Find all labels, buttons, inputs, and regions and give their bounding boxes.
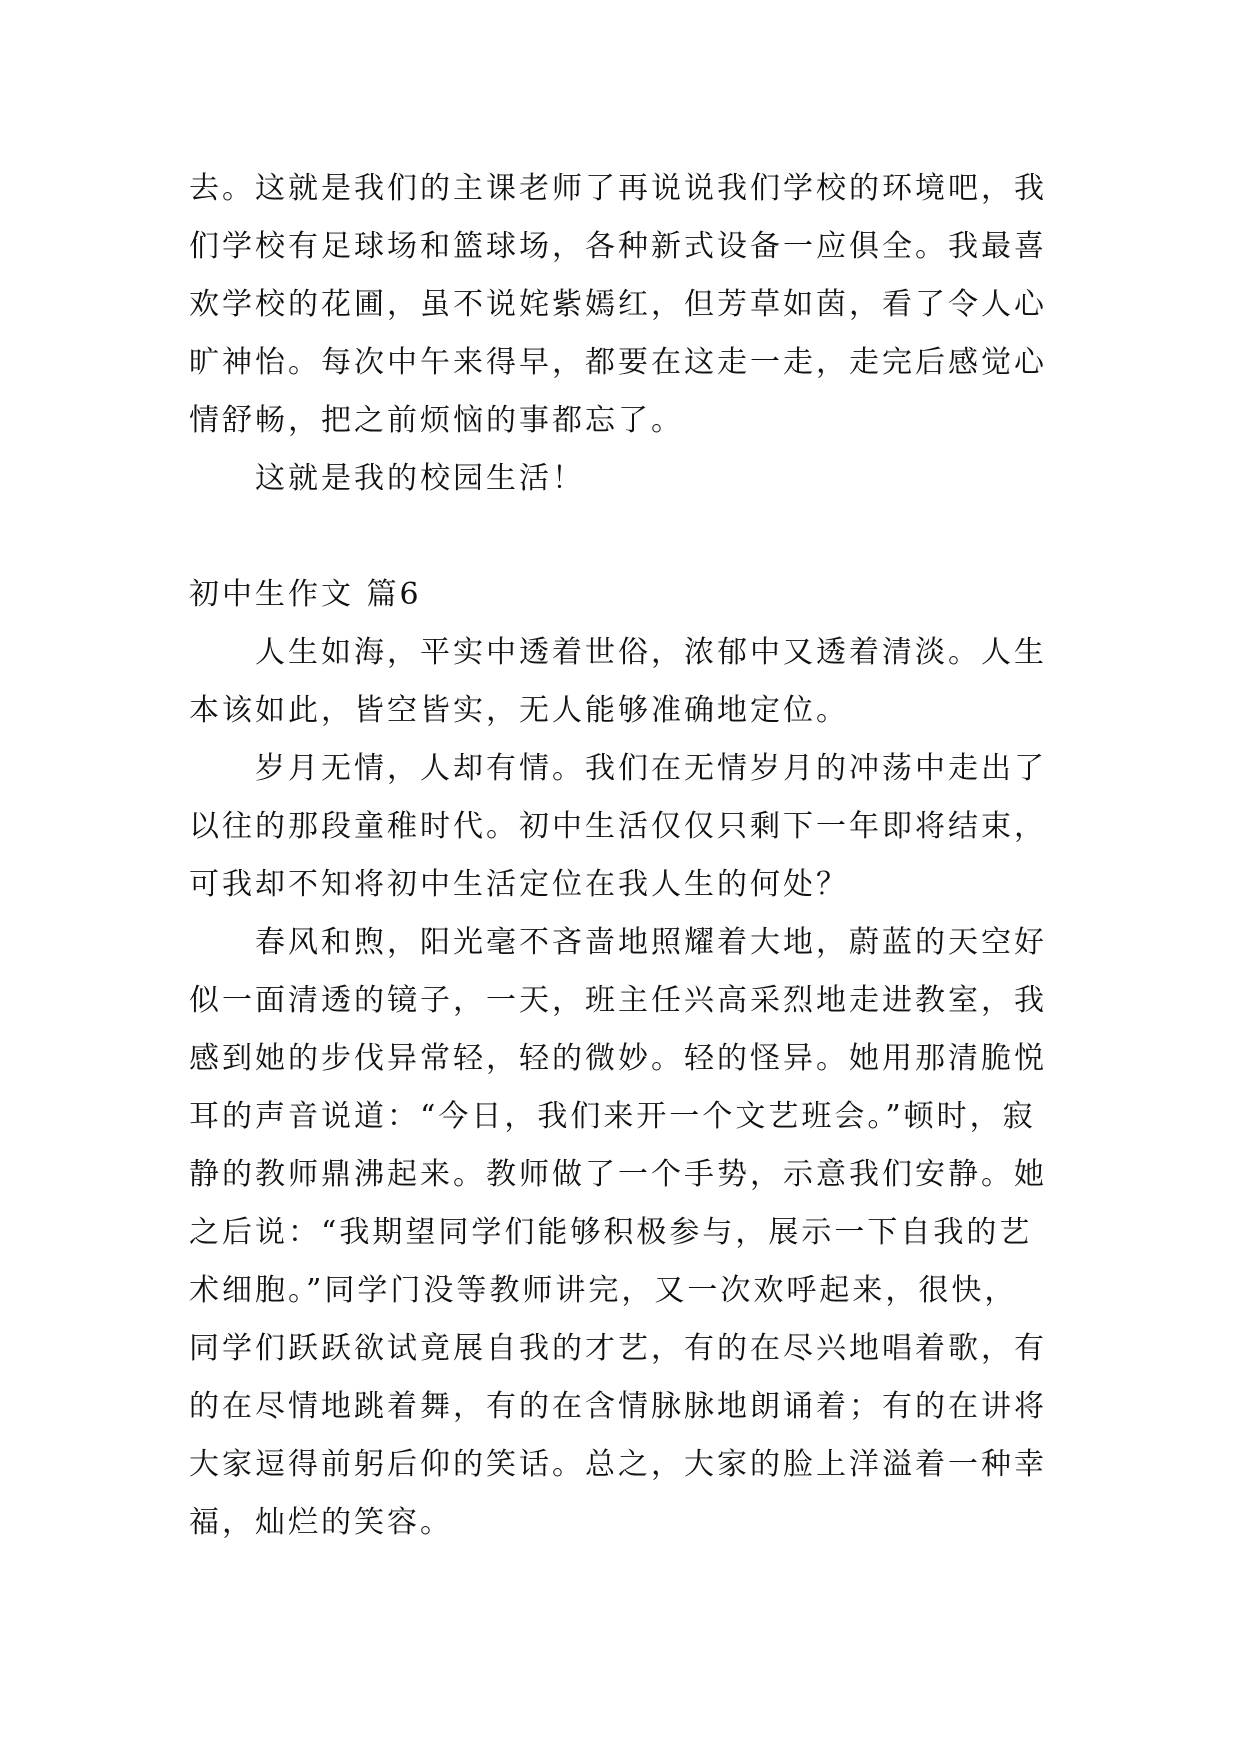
essay-paragraph-1 — [189, 624, 1059, 740]
text-line: 岁月无情，人却有情。我们在无情岁月的冲荡中走出了 — [255, 751, 1047, 786]
text-line: 感到她的步伐异常轻，轻的微妙。轻的怪异。她用那清脆悦 — [189, 1041, 1047, 1076]
text-line: 静的教师鼎沸起来。教师做了一个手势，示意我们安静。她 — [189, 1157, 1047, 1192]
text-line: 去。这就是我们的主课老师了再说说我们学校的环境吧，我 — [189, 171, 1047, 206]
closing-line: 这就是我的校园生活！ — [255, 461, 585, 496]
text-line: 耳的声音说道：“今日，我们来开一个文艺班会。”顿时，寂 — [189, 1099, 1036, 1134]
document-body — [189, 160, 1059, 1552]
continuation-paragraph — [189, 160, 1059, 450]
blank-line — [189, 508, 1059, 566]
text-line: 情舒畅，把之前烦恼的事都忘了。 — [189, 403, 684, 438]
text-line: 可我却不知将初中生活定位在我人生的何处？ — [189, 867, 849, 902]
text-line: 以往的那段童稚时代。初中生活仅仅只剩下一年即将结束， — [189, 809, 1047, 844]
text-line: 似一面清透的镜子，一天，班主任兴高采烈地走进教室，我 — [189, 983, 1047, 1018]
essay-paragraph-3 — [189, 914, 1059, 1552]
text-line: 大家逗得前躬后仰的笑话。总之，大家的脸上洋溢着一种幸 — [189, 1447, 1047, 1482]
text-line: 同学们跃跃欲试竟展自我的才艺，有的在尽兴地唱着歌，有 — [189, 1331, 1047, 1366]
essay-heading: 初中生作文 篇6 — [189, 577, 422, 612]
text-line: 欢学校的花圃，虽不说姹紫嫣红，但芳草如茵，看了令人心 — [189, 287, 1047, 322]
essay-paragraph-2 — [189, 740, 1059, 914]
text-line: 福，灿烂的笑容。 — [189, 1505, 453, 1540]
text-line: 春风和煦，阳光毫不吝啬地照耀着大地，蔚蓝的天空好 — [255, 925, 1047, 960]
closing-paragraph — [189, 450, 1059, 508]
text-line: 术细胞。”同学门没等教师讲完，又一次欢呼起来，很快， — [189, 1273, 1018, 1308]
text-line: 人生如海，平实中透着世俗，浓郁中又透着清淡。人生 — [255, 635, 1047, 670]
text-line: 们学校有足球场和篮球场，各种新式设备一应俱全。我最喜 — [189, 229, 1047, 264]
text-line: 的在尽情地跳着舞，有的在含情脉脉地朗诵着；有的在讲将 — [189, 1389, 1047, 1424]
text-line: 本该如此，皆空皆实，无人能够准确地定位。 — [189, 693, 849, 728]
text-line: 之后说：“我期望同学们能够积极参与，展示一下自我的艺 — [189, 1215, 1033, 1250]
text-line: 旷神怡。每次中午来得早，都要在这走一走，走完后感觉心 — [189, 345, 1047, 380]
